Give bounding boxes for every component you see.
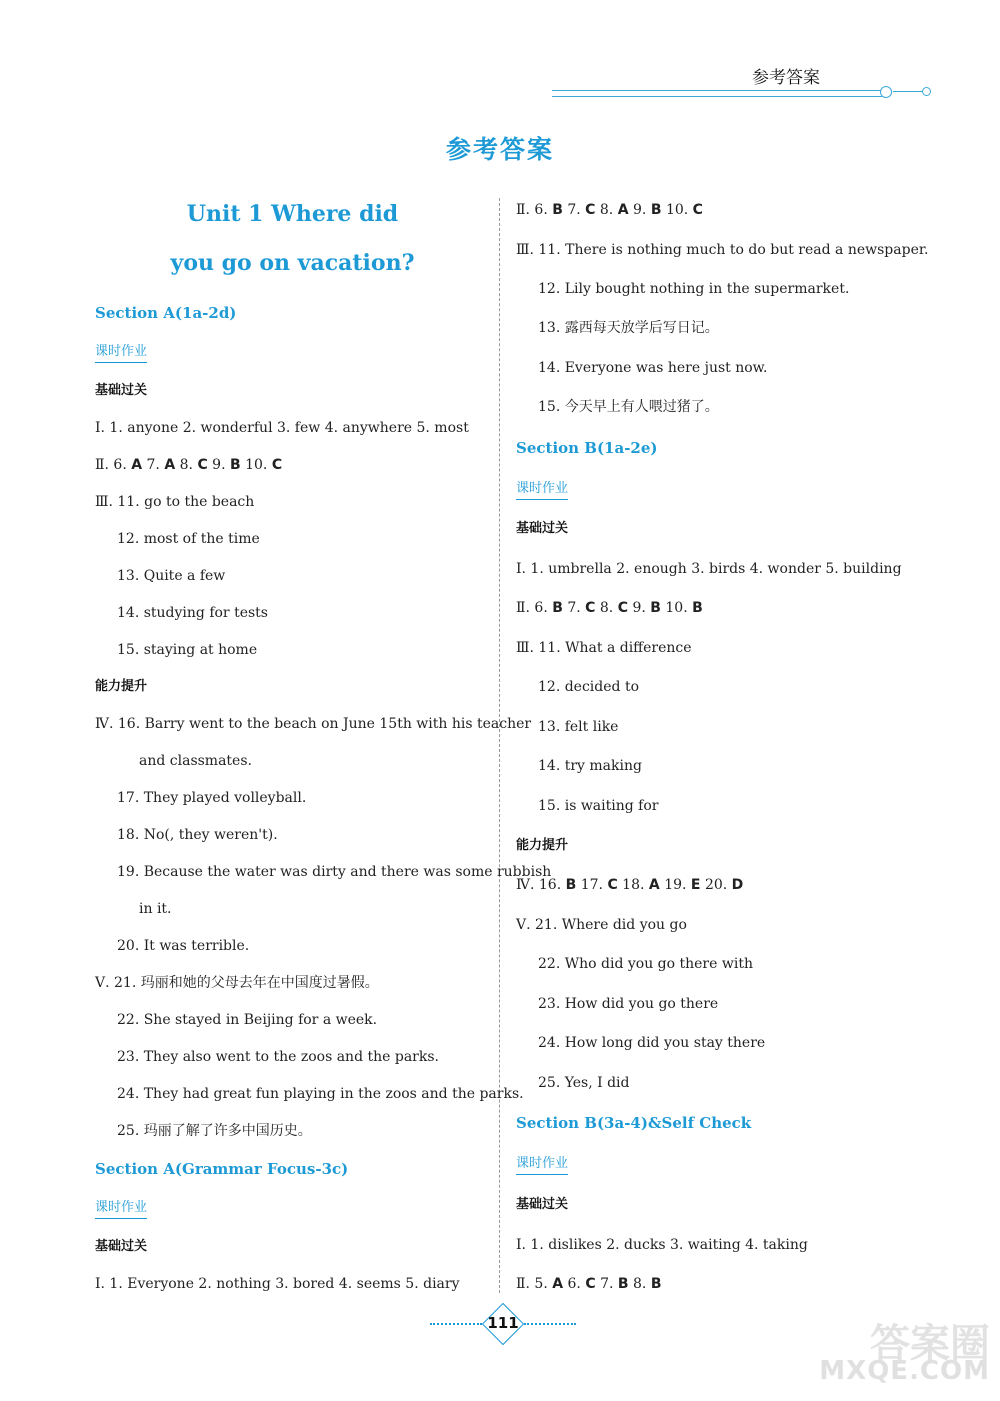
header-rule <box>552 90 882 97</box>
unit-title-line1: Unit 1 Where did <box>186 201 399 227</box>
answer-line: 22. She stayed in Beijing for a week. <box>117 1012 378 1028</box>
homework-tag: 课时作业 <box>516 480 568 500</box>
answer-line: 12. decided to <box>538 679 639 695</box>
answer-line: Ⅱ. 5. A 6. C 7. B 8. B <box>516 1276 662 1292</box>
answer-line: Ⅲ. 11. go to the beach <box>95 494 255 510</box>
subheading-advanced: 能力提升 <box>95 679 148 694</box>
subheading-basic: 基础过关 <box>95 1239 148 1254</box>
answer-line: in it. <box>139 901 172 917</box>
subheading-basic: 基础过关 <box>516 521 569 536</box>
answer-line: Ⅰ. 1. Everyone 2. nothing 3. bored 4. seems 5. diary <box>95 1276 460 1292</box>
homework-tag: 课时作业 <box>95 343 147 363</box>
answer-line: 14. try making <box>538 758 642 774</box>
answer-line: Ⅱ. 6. B 7. C 8. C 9. B 10. B <box>516 600 703 616</box>
answer-line: 13. 露西每天放学后写日记。 <box>538 320 719 336</box>
answer-line: 24. They had great fun playing in the zoos and the parks. <box>117 1086 524 1102</box>
answer-line: 13. felt like <box>538 719 619 735</box>
answer-line: 13. Quite a few <box>117 568 226 584</box>
answer-line: 23. How did you go there <box>538 996 719 1012</box>
answer-line: Ⅰ. 1. anyone 2. wonderful 3. few 4. anywhere 5. most <box>95 420 469 436</box>
answer-line: 14. Everyone was here just now. <box>538 360 768 376</box>
answer-line: 12. most of the time <box>117 531 260 547</box>
homework-tag: 课时作业 <box>95 1199 147 1219</box>
answer-line: 18. No(, they weren't). <box>117 827 278 843</box>
header-small-circle-icon <box>922 87 931 96</box>
footer-dots-left <box>430 1323 482 1325</box>
answer-line: 25. 玛丽了解了许多中国历史。 <box>117 1123 312 1139</box>
answer-line: Ⅰ. 1. umbrella 2. enough 3. birds 4. wonder 5. building <box>516 561 902 577</box>
watermark <box>820 1312 995 1392</box>
answer-line: 15. 今天早上有人喂过猪了。 <box>538 399 719 415</box>
answer-line: Ⅰ. 1. dislikes 2. ducks 3. waiting 4. taking <box>516 1237 808 1253</box>
section-heading: Section A(1a-2d) <box>95 304 237 322</box>
watermark-site: MXQE.COM <box>819 1356 990 1386</box>
answer-line: 19. Because the water was dirty and there was some rubbish <box>117 864 552 880</box>
section-heading: Section B(3a-4)&Self Check <box>516 1114 752 1132</box>
answer-line: 23. They also went to the zoos and the parks. <box>117 1049 439 1065</box>
answer-line: Ⅴ. 21. Where did you go <box>516 917 687 933</box>
header-rule-tail <box>893 91 923 92</box>
subheading-advanced: 能力提升 <box>516 838 569 853</box>
homework-tag: 课时作业 <box>516 1155 568 1175</box>
watermark-logo-text: 答案圈 <box>870 1321 990 1367</box>
subheading-basic: 基础过关 <box>95 383 148 398</box>
page-title: 参考答案 <box>445 135 554 164</box>
answer-line: 20. It was terrible. <box>117 938 250 954</box>
answer-line: Ⅲ. 11. There is nothing much to do but read a newspaper. <box>516 242 929 258</box>
answer-line: Ⅲ. 11. What a difference <box>516 640 692 656</box>
answer-line: and classmates. <box>139 753 252 769</box>
answer-line: 17. They played volleyball. <box>117 790 307 806</box>
page-number: 111 <box>487 1314 519 1332</box>
answer-line: 22. Who did you go there with <box>538 956 753 972</box>
answer-line: Ⅳ. 16. Barry went to the beach on June 15th with his teacher <box>95 716 532 732</box>
section-heading: Section B(1a-2e) <box>516 439 658 457</box>
column-divider <box>499 198 500 1293</box>
answer-line: 12. Lily bought nothing in the supermarket. <box>538 281 850 297</box>
answer-line: Ⅳ. 16. B 17. C 18. A 19. E 20. D <box>516 877 744 893</box>
header-label: 参考答案 <box>752 68 820 88</box>
answer-line: 15. is waiting for <box>538 798 659 814</box>
answer-line: Ⅱ. 6. A 7. A 8. C 9. B 10. C <box>95 457 283 473</box>
answer-line: Ⅱ. 6. B 7. C 8. A 9. B 10. C <box>516 202 703 218</box>
answer-line: 14. studying for tests <box>117 605 268 621</box>
page-footer <box>430 1305 576 1345</box>
unit-title-line2: you go on vacation? <box>170 250 415 276</box>
answer-line: Ⅴ. 21. 玛丽和她的父母去年在中国度过暑假。 <box>95 975 379 991</box>
answer-line: 15. staying at home <box>117 642 258 658</box>
answer-line: 25. Yes, I did <box>538 1075 630 1091</box>
subheading-basic: 基础过关 <box>516 1197 569 1212</box>
section-heading: Section A(Grammar Focus-3c) <box>95 1160 349 1178</box>
header-circle-icon <box>880 86 892 98</box>
answer-line: 24. How long did you stay there <box>538 1035 766 1051</box>
footer-dots-right <box>524 1323 576 1325</box>
